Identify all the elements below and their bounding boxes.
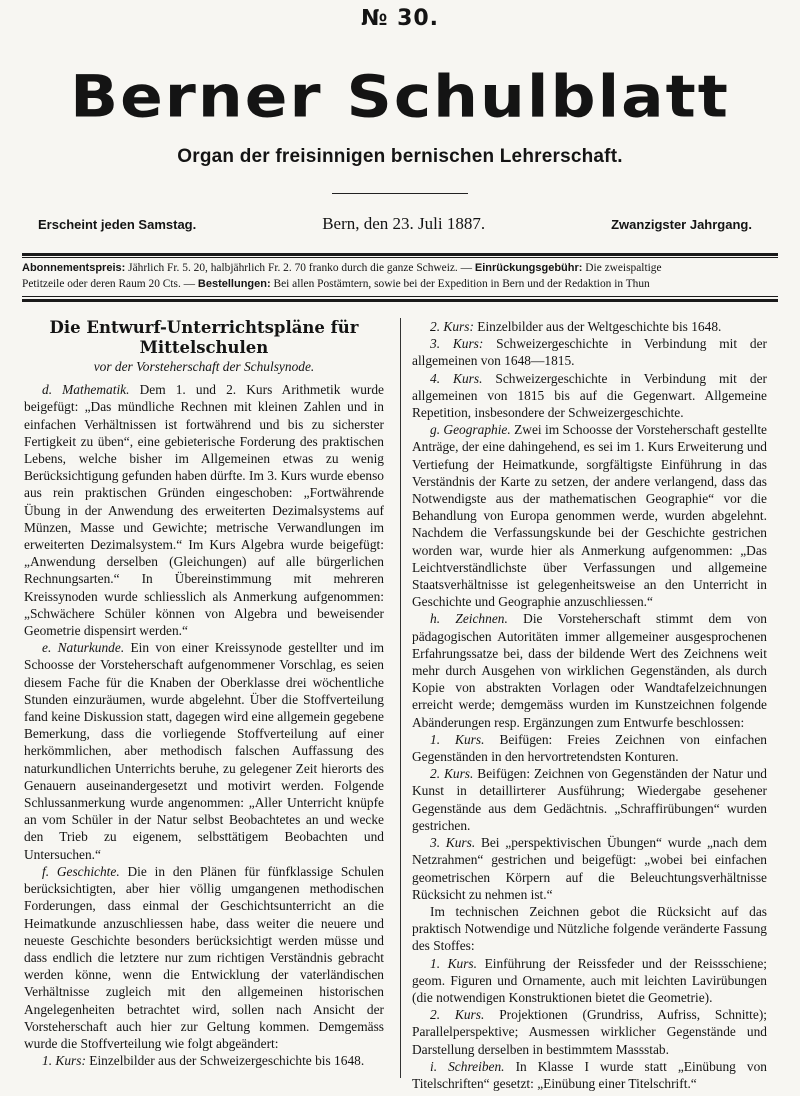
paragraph-text: Schweizergeschichte in Verbindung mit der allgemeinen von 1815 bis auf die Gegenwart. Allgemeine Repetition, insbesondere der Schweizergeschichte. [412,370,767,421]
section-heading: f. Geschichte. [42,863,120,879]
rule-top-thin [22,257,778,258]
section-heading: i. Schreiben. [430,1058,505,1074]
section-heading: 3. Kurs: [430,336,484,352]
paragraph-text: Einzelbilder aus der Schweizergeschichte bis 1648. [89,1053,365,1069]
paragraph-text: Im technischen Zeichnen gebot die Rücksicht auf das praktisch Notwendige und Nützliche folgende veränderte Fassung des Stoffes: [412,903,767,954]
place-date: Bern, den 23. Juli 1887. [322,214,486,233]
section-heading: 1. Kurs. [430,731,485,747]
left-paragraph [24,639,384,863]
right-paragraph [412,955,767,1007]
subscription-line-2 [22,276,782,292]
info-line [38,214,752,234]
right-paragraph [412,1058,767,1092]
subscription-price-text: Jährlich Fr. 5. 20, halbjährlich Fr. 2. 70 franko durch die ganze Schweiz. — [128,262,473,274]
section-heading: 4. Kurs. [430,370,483,386]
left-paragraph [24,381,384,639]
subscription-price-label: Abonnementspreis: [22,262,126,274]
right-paragraph [412,1006,767,1058]
paragraph-text: Die Vorsteherschaft stimmt dem von pädagogischen Autoritäten immer allgemeiner ausgesprochenen Erfahrungssatze bei, dass der bildende Wert des Zeichnens weit mehr durch Ausgehen von wirklichen Gegenständen, als durch Kopie von abstrakten Vorlagen oder Wandtafelzeichnungen erreicht werde; demgemäss wurden im Kunstzeichnen folgende Abänderungen resp. Ergänzungen zum Entwurfe beschlossen: [412,611,767,730]
paragraph-text: Ein von einer Kreissynode gestellter und im Schoosse der Vorsteherschaft aufgenommener Vorschlag, es seien diesem Fache für die Knaben der Oberklasse drei wöchentliche Stunden einzuräumen, wurde abgelehnt. Über die Stoffverteilung fand keine Diskussion statt, dagegen wird eine allgemein gegebene Bemerkung, dass die vorliegende Stoffverteilung auf einer herkömmlichen, aber methodisch falschen Auffassung des naturkundlichen Unterrichts beruhe, zu gelegener Zeit hierorts des Genauern auseinandergesetzt und motivirt werden. Folgende Schlussanmerkung wurde angenommen: „Aller Unterricht knüpfe an vom Schüler in der Natur selbst Beobachtetes an und wecke den Trieb zu eigenem, selbsttätigem Beobachten und Untersuchen.“ [24,640,384,862]
paragraph-text: Dem 1. und 2. Kurs Arithmetik wurde beigefügt: „Das mündliche Rechnen mit kleinen Zahlen und in einfachen Verhältnissen ist fortwährend und bis zu sicherster Fertigkeit zu üben“, eine gebieterische Forderung des praktischen Lebens, welche bisher im Allgemeinen etwas zu wenig Berücksichtigung gefunden haben dürfte. Im 3. Kurs wurde ebenso aus rein praktischen Gründen eingeschoben: „Fortwährende Übung in der Anwendung des erweiterten Dezimalsystems auf Münzen, Masse und Gewichte; metrische Verwandlungen im erweiterten Dezimalsystem.“ Im Kurs Algebra wurde beigefügt: „Anwendung derselben (Gleichungen) auf alle bürgerlichen Rechnungsarten.“ In Übereinstimmung mit mehreren Kreissynoden wurde schliesslich als Anmerkung aufgenommen: „Schwächere Schüler können von Algebra und beweisender Geometrie dispensirt werden.“ [24,382,384,639]
paragraph-text: Bei „perspektivischen Übungen“ wurde „nach dem Netzrahmen“ gestrichen und beigefügt: „wobei bei einfachen geometrischen Körpern auf die Beleuchtungsverhältnisse Rücksicht zu nehmen ist.“ [412,835,767,902]
column-left [24,318,384,1069]
orders-label: Bestellungen: [197,278,271,290]
subscription-info [22,260,782,292]
section-heading: e. Naturkunde. [42,640,125,656]
left-paragraphs [24,381,384,1069]
orders-text: Bei allen Postämtern, sowie bei der Expedition in Bern und der Redaktion in Thun [273,278,650,290]
right-paragraph [412,318,767,335]
advert-fee-label: Einrückungsgebühr: [474,262,583,274]
section-heading: g. Geographie. [430,422,511,438]
section-heading: 1. Kurs. [430,955,477,971]
advert-fee-text-2: Petitzeile oder deren Raum 20 Cts. — [22,278,196,290]
short-divider [332,193,468,194]
paragraph-text: Einzelbilder aus der Weltgeschichte bis 1648. [477,319,722,334]
section-heading: 2. Kurs. [430,766,474,782]
section-heading: h. Zeichnen. [430,611,508,627]
advert-fee-text: Die zweispaltige [585,262,662,274]
rule-bottom-thin [22,296,778,297]
subscription-line-1 [22,260,782,276]
column-divider [400,318,401,1078]
right-paragraphs [412,318,767,1092]
rule-bottom-thick [22,299,778,302]
paragraph-text: Einführung der Reissfeder und der Reissschiene; geom. Figuren und Ornamente, auch mit leichten Lavirübungen (die notwendigen Konstruktionen bietet die Geometrie). [412,955,767,1005]
right-paragraph [412,370,767,422]
right-paragraph [412,765,767,834]
issue-number: № 30. [360,6,440,31]
right-paragraph [412,610,767,730]
right-paragraph [412,834,767,903]
paragraph-text: Schweizergeschichte in Verbindung mit der allgemeinen von 1648—1815. [412,336,767,369]
right-paragraph [412,335,767,369]
section-heading: 2. Kurs. [430,1007,485,1023]
paragraph-text: Beifügen: Freies Zeichnen von einfachen Gegenständen in den hervortretendsten Konturen. [412,731,767,765]
right-paragraph [412,903,767,955]
masthead-subtitle: Organ der freisinnigen bernischen Lehrerschaft. [177,146,623,167]
section-heading: 2. Kurs: [430,319,474,334]
paragraph-text: Projektionen (Grundriss, Aufriss, Schnitte); Parallelperspektive; Ausmessen wirklicher Gegenstände und Darstellung derselben in bestimmtem Massstab. [412,1007,768,1057]
article-subtitle: vor der Vorsteherschaft der Schulsynode. [93,359,315,374]
column-right [412,318,767,1092]
paragraph-text: Beifügen: Zeichnen von Gegenständen der Natur und Kunst in detaillirterer Ausführung; Wiedergabe gesehener Gegenstände aus dem Gedächtnis. „Schraffirübungen“ wurden gestrichen. [412,766,767,833]
right-paragraph [412,731,767,765]
section-heading: 3. Kurs. [430,835,476,851]
publication-frequency: Erscheint jeden Samstag. [38,217,197,232]
rule-top-thick [22,253,778,256]
paragraph-text: Die in den Plänen für fünfklassige Schulen berücksichtigten, aber hier völlig umgangenen methodischen Forderungen, dass einmal der Geschichtsunterricht an die Heimatkunde anzuschliessen habe, dass weiter die neuere und neueste Geschichte besonders berücksichtigt werden müsse und dass endlich die letztere nur zum richtigen Verständnis gebracht werden könne, wenn die Entwicklung der vaterländischen Verhältnisse zugleich mit den allgemeinen historischen Angelegenheiten betrachtet wird, sollen nach Ansicht der Vorsteherschaft auch hier zur Geltung kommen. Demgemäss wurde die Stoffverteilung wie folgt abgeändert: [24,863,384,1051]
masthead-title: Berner Schulblatt [70,62,730,131]
right-paragraph [412,421,767,610]
left-paragraph [24,863,384,1052]
paragraph-text: Zwei im Schoosse der Vorsteherschaft gestellte Anträge, der eine dahingehend, es sei im 1. Kurs Erweiterung und Vertiefung der Heimatkunde, sorgfältigste Einführung in das Verständnis der Karte zu setzen, der andere verlangend, dass das Notwendigste aus der mathematischen Geographie“ vor die Behandlung von Europa genommen werde, wurden abgelehnt. Nachdem die Verfassungskunde bei der Geschichte gestrichen worden war, wurde hier als Anmerkung aufgenommen: „Das Leichtverständlichste über Verfassungen und allgemeine Staatsverhältnisse ist gelegenheitsweise an den Unterricht in Geschichte und Geographie anzuschliessen.“ [412,422,767,610]
left-paragraph [24,1052,384,1069]
paragraph-text: In Klasse I wurde statt „Einübung von Titelschriften“ gesetzt: „Einübung einer Titelschrift.“ [412,1058,768,1091]
section-heading: 1. Kurs: [42,1053,86,1069]
article-title: Die Entwurf-Unterrichtspläne für Mittelschulen [49,318,359,357]
volume-year: Zwanzigster Jahrgang. [611,217,752,232]
section-heading: d. Mathematik. [42,382,130,398]
